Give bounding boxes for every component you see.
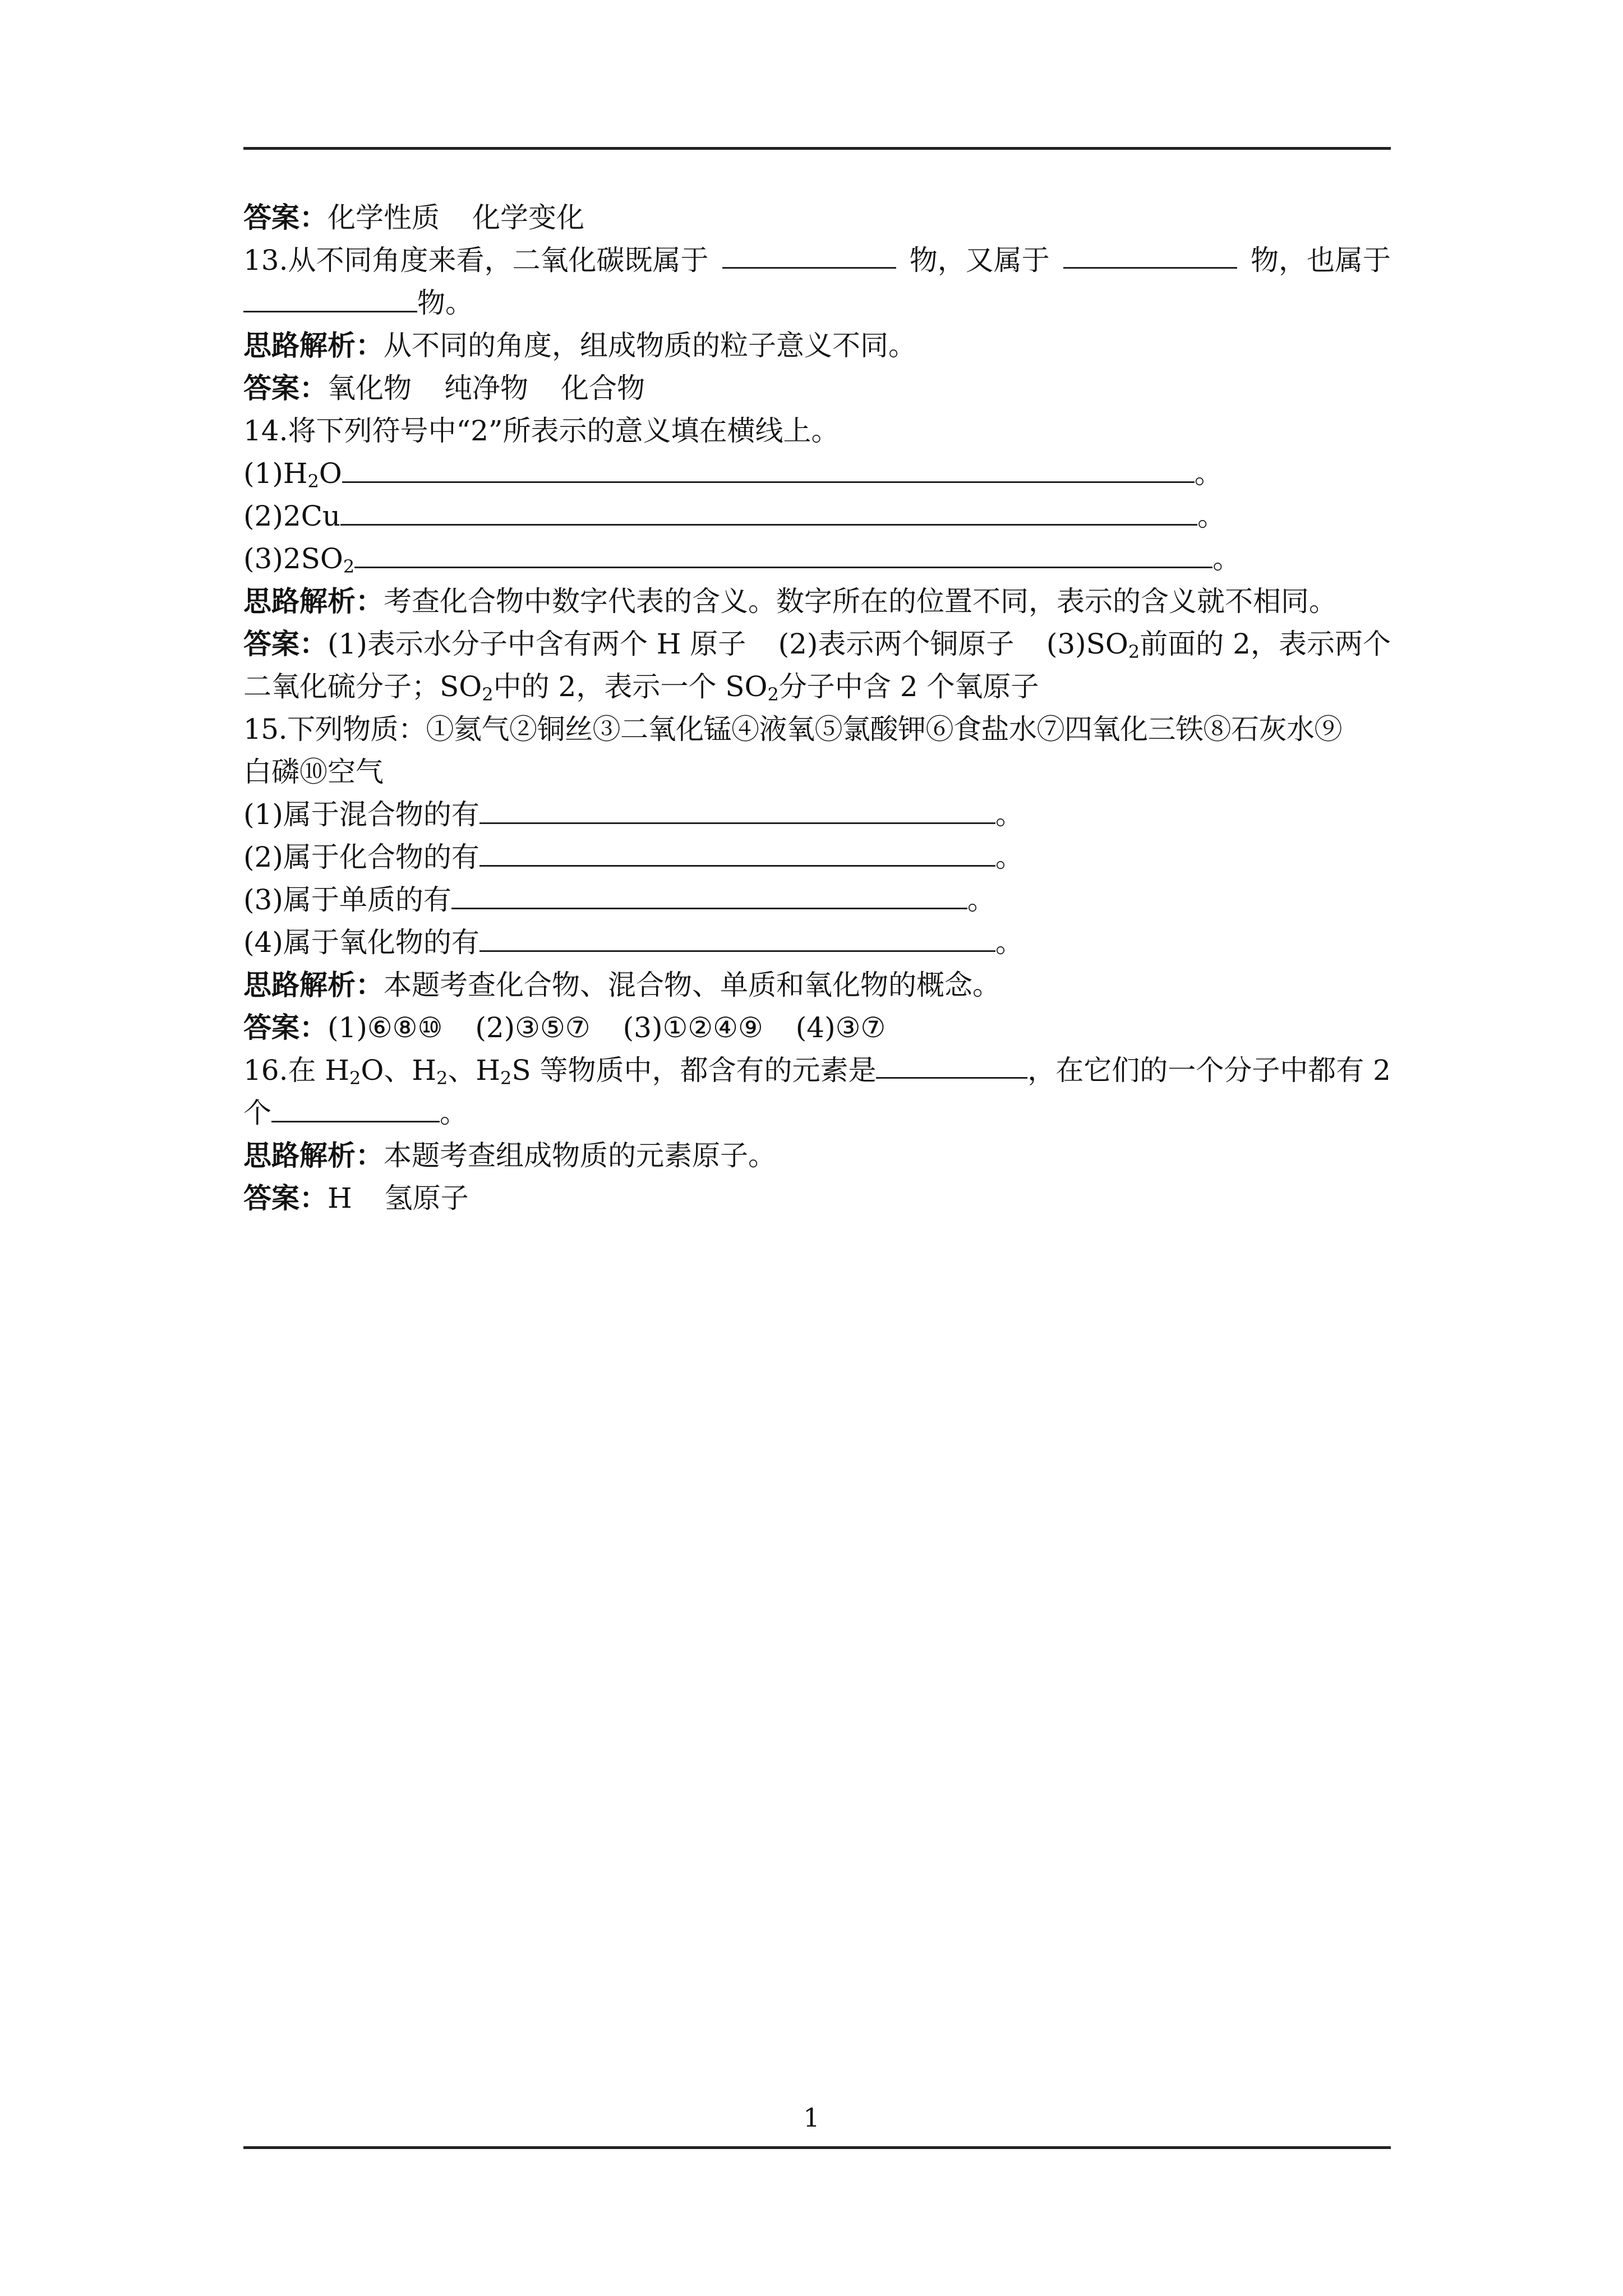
question-15-part-3: (3)属于单质的有 。	[243, 878, 1391, 921]
analysis-15: 思路解析：本题考查化合物、混合物、单质和氧化物的概念。	[243, 968, 1000, 1001]
fill-blank[interactable]	[479, 794, 995, 824]
question-15-part-2: (2)属于化合物的有 。	[243, 836, 1391, 878]
footer-rule	[243, 2146, 1391, 2149]
answer-label: 答案：	[243, 627, 328, 660]
analysis-label: 思路解析：	[243, 1139, 384, 1172]
question-14-item-3: $(3)2SO_2$ 。	[243, 537, 1391, 580]
fill-blank[interactable]	[876, 1049, 1027, 1079]
answer-12: 答案：化学性质 化学变化	[243, 201, 584, 234]
worksheet-body	[243, 196, 1391, 1220]
page-number: 1	[803, 2102, 820, 2133]
fill-blank[interactable]	[479, 837, 995, 867]
question-13-cont: 物。	[243, 282, 1391, 324]
question-14-item-2: (2)2Cu 。	[243, 495, 1391, 537]
answer-label: 答案：	[243, 1181, 328, 1214]
question-15-part-1: (1)属于混合物的有 。	[243, 793, 1391, 836]
analysis-label: 思路解析：	[243, 585, 384, 618]
analysis-14: 思路解析：考查化合物中数字代表的含义。数字所在的位置不同，表示的含义就不相同。	[243, 585, 1337, 618]
fill-blank[interactable]	[479, 922, 995, 952]
answer-label: 答案：	[243, 201, 328, 234]
question-15-part-4: (4)属于氧化物的有 。	[243, 921, 1391, 964]
analysis-label: 思路解析：	[243, 968, 384, 1001]
question-13: 13.从不同角度来看，二氧化碳既属于 物，又属于 物，也属于	[243, 239, 1391, 282]
fill-blank[interactable]	[722, 239, 896, 269]
fill-blank[interactable]	[271, 1093, 440, 1122]
answer-14-cont: 二氧化硫分子；$SO_2$中的 2，表示一个 $SO_2$分子中含 2 个氧原子	[243, 670, 1039, 705]
fill-blank[interactable]	[354, 539, 1212, 568]
analysis-label: 思路解析：	[243, 329, 384, 362]
answer-15: 答案：(1)⑥⑧⑩ (2)③⑤⑦ (3)①②④⑨ (4)③⑦	[243, 1011, 886, 1044]
answer-label: 答案：	[243, 1011, 328, 1044]
question-14-item-1: $(1)H_2O$ 。	[243, 452, 1391, 495]
question-16: 16.在 $H_2O$、$H_2$、$H_2S$ 等物质中，都含有的元素是 ，在它们的一个分子中都有 2	[243, 1049, 1391, 1092]
fill-blank[interactable]	[340, 496, 1197, 526]
fill-blank[interactable]	[243, 283, 417, 312]
question-15-cont: 白磷⑩空气	[243, 756, 384, 788]
analysis-13: 思路解析：从不同的角度，组成物质的粒子意义不同。	[243, 329, 916, 362]
answer-13: 答案：氧化物 纯净物 化合物	[243, 371, 645, 404]
question-15: 15.下列物质：①氦气②铜丝③二氧化锰④液氧⑤氯酸钾⑥食盐水⑦四氧化三铁⑧石灰水⑨	[243, 713, 1343, 746]
answer-14: 答案：(1)表示水分子中含有两个 H 原子 (2)表示两个铜原子 $(3)SO_2$前面的 2，表示两个	[243, 627, 1391, 662]
answer-16: 答案：H 氢原子	[243, 1181, 469, 1214]
fill-blank[interactable]	[1063, 239, 1237, 269]
fill-blank[interactable]	[451, 880, 967, 909]
question-16-cont: 个 。	[243, 1092, 1391, 1134]
fill-blank[interactable]	[342, 453, 1195, 483]
header-rule	[243, 147, 1391, 150]
question-14: 14.将下列符号中“2”所表示的意义填在横线上。	[243, 415, 840, 447]
answer-label: 答案：	[243, 371, 328, 404]
analysis-16: 思路解析：本题考查组成物质的元素原子。	[243, 1139, 776, 1172]
